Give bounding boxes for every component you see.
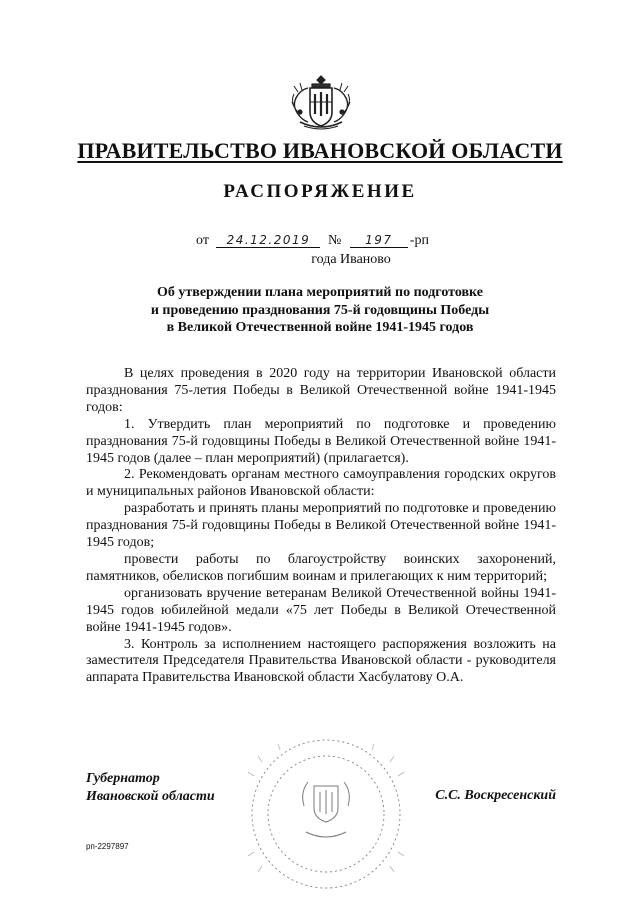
subject-line-3: в Великой Отечественной войне 1941-1945 годов (166, 320, 474, 335)
signatory-position (86, 770, 215, 806)
body-intro: В целях проведения в 2020 году на территории Ивановской области празднования 75-летия Победы в Великой Отечественной войне 1941-1945 годов: (86, 366, 556, 415)
document-body (86, 366, 556, 687)
coat-of-arms-icon (288, 72, 354, 134)
subject-line-1: Об утверждении плана мероприятий по подготовке (157, 285, 483, 300)
signatory-name: С.С. Воскресенский (435, 788, 556, 803)
body-item-1: 1. Утвердить план мероприятий по подготовке и проведению празднования 75-й годовщины Победы в Великой Отечественной войне 1941-1945 годов (далее – план мероприятий) (прилагается). (86, 416, 556, 466)
document-city: года Иваново (311, 252, 391, 267)
body-item-3: 3. Контроль за исполнением настоящего распоряжения возложить на заместителя Председателя Правительства Ивановской области - руководителя аппарата Правительства Ивановской области Хасбулатову О.А. (86, 636, 556, 686)
body-item-2: 2. Рекомендовать органам местного самоуправления городских округов и муниципальных районов Ивановской области: (86, 467, 556, 500)
body-item-2b: провести работы по благоустройству воинских захоронений, памятников, обелисков погибшим воинам и прилегающих к ним территорий; (86, 551, 556, 584)
official-stamp-icon (228, 732, 424, 892)
document-subject (100, 284, 540, 337)
number-suffix: -рп (409, 233, 429, 248)
body-item-2a: разработать и принять планы мероприятий по подготовке и проведению празднования 75-й годовщины Победы в Великой Отечественной войне 1941-1945 годов; (86, 501, 556, 551)
date-prefix: от (196, 233, 209, 248)
body-item-2c: организовать вручение ветеранам Великой Отечественной войны 1941-1945 годов юбилейной медали «75 лет Победы в Великой Отечественной войне 1941-1945 годов». (86, 585, 556, 635)
document-date: 24.12.2019 (216, 233, 320, 248)
subject-line-2: и проведению празднования 75-й годовщины Победы (150, 302, 490, 318)
document-code: рп-2297897 (86, 842, 129, 851)
document-type: РАСПОРЯЖЕНИЕ (223, 181, 417, 202)
signatory-position-line-2: Ивановской области (86, 789, 215, 804)
signatory-position-line-1: Губернатор (86, 771, 160, 786)
government-title: ПРАВИТЕЛЬСТВО ИВАНОВСКОЙ ОБЛАСТИ (77, 138, 563, 163)
date-number-line (196, 233, 429, 249)
document-number: 197 (350, 233, 408, 248)
number-sign: № (327, 233, 342, 248)
